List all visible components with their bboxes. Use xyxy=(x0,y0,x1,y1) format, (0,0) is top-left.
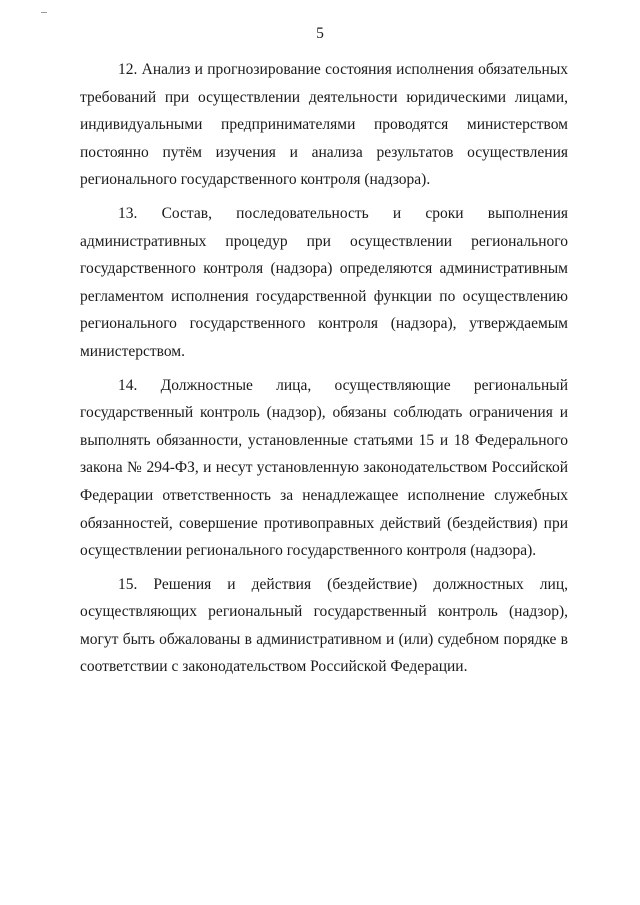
paragraph-12: 12. Анализ и прогнозирование состояния исполнения обязательных требований при осуществлении деятельности юридическими лицами, индивидуальными предпринимателями проводятся министерством постоянно путём изучения и анализа результатов осуществления регионального государственного контроля (надзора). xyxy=(80,61,568,189)
scan-artifact-mark xyxy=(41,12,47,13)
paragraph-15: 15. Решения и действия (бездействие) должностных лиц, осуществляющих региональный государственный контроль (надзор), могут быть обжалованы в административном и (или) судебном порядке в соответствии с законодательством Российской Федерации. xyxy=(80,575,568,676)
paragraph-13: 13. Состав, последовательность и сроки выполнения административных процедур при осуществлении регионального государственного контроля (надзора) определяются административным регламентом исполнения государственной функции по осуществлению регионального государственного контроля (надзора), утверждаемым министерством. xyxy=(80,204,568,360)
page-number: 5 xyxy=(316,25,324,42)
paragraph-14: 14. Должностные лица, осуществляющие региональный государственный контроль (надзор), обязаны соблюдать ограничения и выполнять обязанности, установленные статьями 15 и 18 Федерального закона № 294-ФЗ, и несут установленную законодательством Российской Федерации ответственность за ненадлежащее исполнение служебных обязанностей, совершение противоправных действий (бездействия) при осуществлении регионального государственного контроля (надзора). xyxy=(80,376,568,560)
document-body xyxy=(80,56,568,687)
